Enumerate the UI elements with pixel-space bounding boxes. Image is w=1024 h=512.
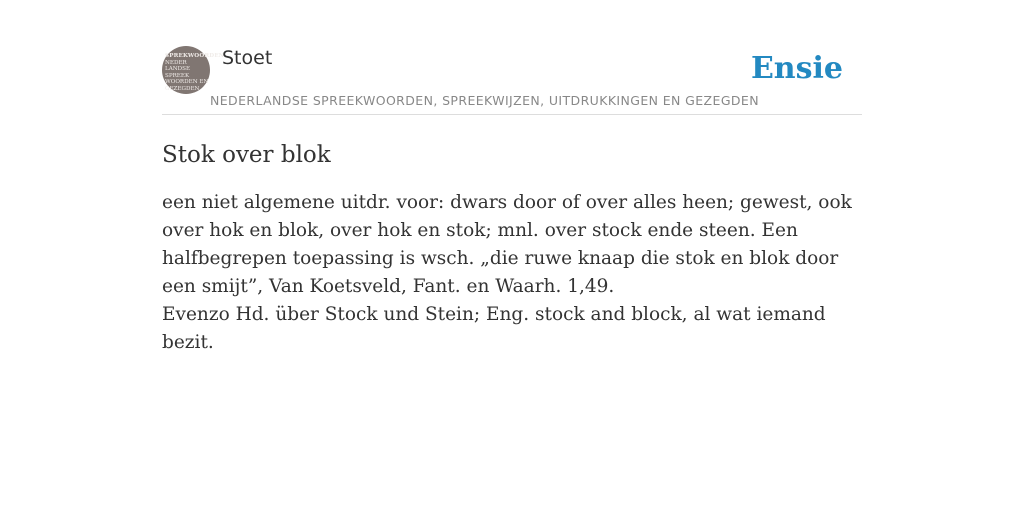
avatar-text-line: LANDSE <box>165 66 191 73</box>
avatar-text-line: NEDER <box>165 59 187 66</box>
ensie-logo-link[interactable]: Ensie <box>750 51 843 86</box>
avatar-text-top: SPREKWOORDEN <box>165 53 225 59</box>
book-subtitle: NEDERLANDSE SPREEKWOORDEN, SPREEKWIJZEN, UITDRUKKINGEN EN GEZEGDEN <box>210 93 759 108</box>
header <box>162 46 862 115</box>
entry-title: Stok over blok <box>162 142 331 168</box>
entry-paragraph: Evenzo Hd. über Stock und Stein; Eng. stock and block, al wat iemand bezit. <box>162 304 826 353</box>
book-title-link[interactable]: Stoet <box>222 47 273 69</box>
entry-body <box>162 189 862 357</box>
book-cover-avatar[interactable] <box>162 46 225 94</box>
entry-paragraph: een niet algemene uitdr. voor: dwars door of over alles heen; gewest, ook over hok en blok, over hok en stok; mnl. over stock ende steen. Een halfbegrepen toepassing is wsch. „die ruwe knaap die stok en blok door een smijt”, Van Koetsveld, Fant. en Waarh. 1,49. <box>162 192 852 297</box>
avatar-text-line: SPREEK <box>165 72 190 79</box>
page <box>162 0 862 357</box>
avatar-text-line: WOORDEN EN <box>165 79 209 86</box>
avatar-text-line: GEZEGDEN <box>165 85 200 92</box>
